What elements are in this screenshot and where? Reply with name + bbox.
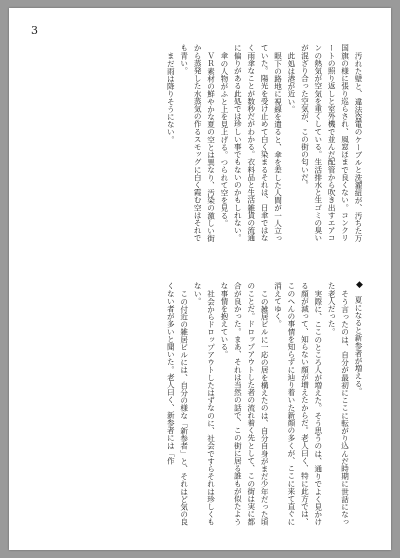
paragraph: この雑居ビルに一応の居を構えたのは、自分自身がまだ少年だった頃のことだ。ドロップアウトした者の流れ着く先として、この街は実に都合が良かった。まあ、それは当然の話で、この街に居る誰もが似たような事情を抱えている。 bbox=[219, 282, 270, 526]
paragraph: 夏になると新参者が増える。 bbox=[354, 296, 363, 395]
paragraph: 汚れた壁と、違法盗電のケーブルと洗濯紐が、汚ちた万国旗の様に張り巡らされ、風窓ほまで良くない。コンクリートの照り返しと室外機で並んだ配管から吹き出すエアコンの熱気が空気を重くしている。生活排水と生ゴミの臭いが混ざり合った空気が、この街の匂いだ。 bbox=[300, 44, 363, 242]
section-diamond-icon: ◆ bbox=[356, 280, 363, 290]
paragraph: そう言ったのは、自分が最初にここに転がり込んだ時期に世話になった老人だった。 bbox=[327, 282, 350, 526]
bottom-text-block bbox=[115, 282, 365, 532]
paragraph: この付近の雑居ビルには、自分の様な「新参者」と、それはど気の良くない者が多いと聞いた。老人曰く、新参者には「作 bbox=[166, 282, 189, 526]
paragraph: 傘の人物がふと上を見上げる。つられて空を見る。 bbox=[219, 51, 229, 227]
paragraph: 社会からドロップアウトしたはずなのに、社会ですらそれは珍しくもない。 bbox=[193, 282, 216, 526]
page-number: 3 bbox=[31, 24, 38, 37]
paragraph: 眼下の路地に視線を遣ると、傘を差した人間が一人立っていた。陽光を受け止めて白く染まるそれは、日傘ではなく雨傘なことが数秒だがわかる。衣料品と生活雑貨の流通に偏りがある此処では珍しい事でもないのかもしれない。 bbox=[233, 44, 283, 242]
document-page bbox=[9, 8, 391, 550]
paragraph: 実際に、ここのところ人が増えた。そう思うのは、通りでよく見かける顔が減って、知らない顔が増えたからだ。老人曰く、特に此方では、このへんの事情を知らずに辿り着いた新顔の多くが、ここに来て直ぐに消えてゆく。 bbox=[273, 282, 323, 526]
paragraph: まだ雨は降りそうにない。 bbox=[166, 51, 176, 143]
top-text-block bbox=[135, 44, 365, 242]
paragraph: ＶＲ素材の鮮やかな夏の空とは異なり、汚染の激しい街から蒸発した水蒸気の作るスモッグに白く霞む空はそれでも青い。 bbox=[179, 44, 216, 242]
paragraph: 此処は港が近い。 bbox=[286, 51, 296, 113]
